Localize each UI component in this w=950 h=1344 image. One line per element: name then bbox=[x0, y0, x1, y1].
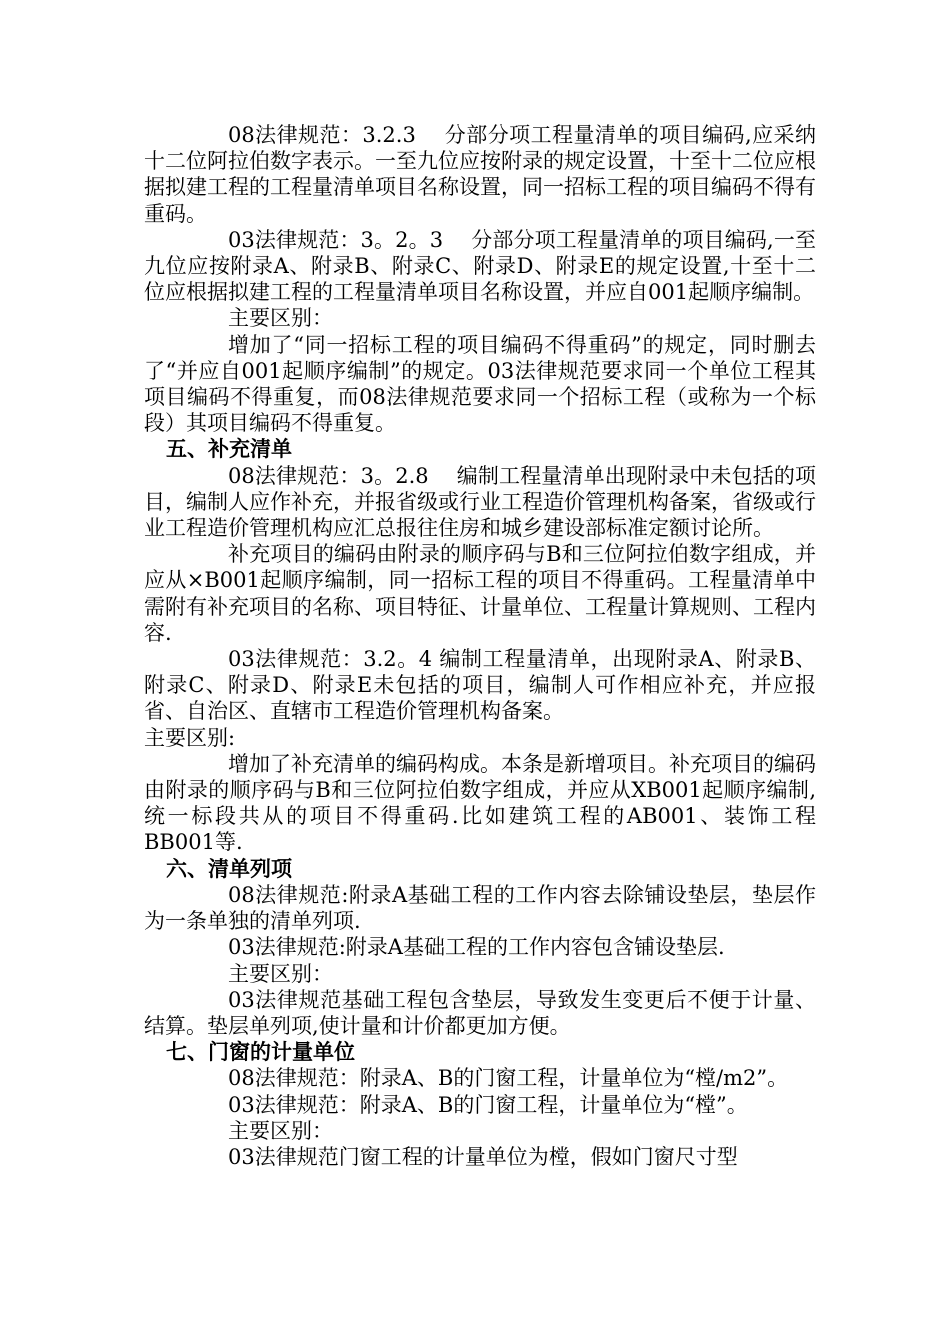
paragraph: 08法律规范：附录A、B的门窗工程，计量单位为“樘/m2”。 bbox=[228, 1066, 789, 1091]
paragraph: 增加了“同一招标工程的项目编码不得重码”的规定，同时删去了“并应自001起顺序编制”的规定。03法律规范要求同一个单位工程其项目编码不得重复，而08法律规范要求同一个招标工程（或称为一个标段）其项目编码不得重复。 bbox=[144, 332, 816, 436]
paragraph: 03法律规范：附录A、B的门窗工程，计量单位为“樘”。 bbox=[228, 1092, 748, 1117]
paragraph: 主要区别： bbox=[228, 961, 333, 986]
paragraph: 主要区别： bbox=[228, 1118, 333, 1143]
paragraph: 08法律规范：3.2.3 分部分项工程量清单的项目编码,应采纳十二位阿拉伯数字表示。一至九位应按附录的规定设置，十至十二位应根据拟建工程的工程量清单项目名称设置，同一招标工程的项目编码不得有重码。 bbox=[144, 123, 816, 226]
paragraph: 03法律规范：3。2。3 分部分项工程量清单的项目编码,一至九位应按附录A、附录B、附录C、附录D、附录E的规定设置,十至十二位应根据拟建工程的工程量清单项目名称设置，并应自001起顺序编制。 bbox=[144, 227, 816, 305]
paragraph: 03法律规范门窗工程的计量单位为樘，假如门窗尺寸型 bbox=[228, 1144, 738, 1169]
section-heading: 六、清单列项 bbox=[166, 856, 292, 881]
document-page bbox=[144, 122, 816, 1170]
section-heading: 五、补充清单 bbox=[166, 437, 292, 462]
paragraph: 03法律规范：3.2。4 编制工程量清单，出现附录A、附录B、附录C、附录D、附录E未包括的项目，编制人可作相应补充，并应报省、自治区、直辖市工程造价管理机构备案。 bbox=[144, 647, 816, 724]
paragraph: 03法律规范基础工程包含垫层，导致发生变更后不便于计量、结算。垫层单列项,使计量和计价都更加方便。 bbox=[144, 987, 816, 1038]
paragraph: 补充项目的编码由附录的顺序码与B和三位阿拉伯数字组成，并应从×B001起顺序编制，同一招标工程的项目不得重码。工程量清单中需附有补充项目的名称、项目特征、计量单位、工程量计算规则、工程内容. bbox=[144, 542, 816, 645]
paragraph: 08法律规范：3。2.8 编制工程量清单出现附录中未包括的项目，编制人应作补充，并报省级或行业工程造价管理机构备案，省级或行业工程造价管理机构应汇总报往住房和城乡建设部标准定额讨论所。 bbox=[144, 463, 816, 541]
paragraph: 03法律规范:附录A基础工程的工作内容包含铺设垫层. bbox=[228, 935, 725, 960]
paragraph: 主要区别: bbox=[144, 725, 236, 750]
paragraph: 08法律规范:附录A基础工程的工作内容去除铺设垫层，垫层作为一条单独的清单列项. bbox=[144, 882, 816, 934]
paragraph: 主要区别： bbox=[228, 306, 333, 331]
section-heading: 七、门窗的计量单位 bbox=[166, 1040, 355, 1065]
paragraph: 增加了补充清单的编码构成。本条是新增项目。补充项目的编码由附录的顺序码与B和三位阿拉伯数字组成，并应从XB001起顺序编制,统一标段共从的项目不得重码.比如建筑工程的AB001、装饰工程BB001等. bbox=[144, 751, 816, 855]
